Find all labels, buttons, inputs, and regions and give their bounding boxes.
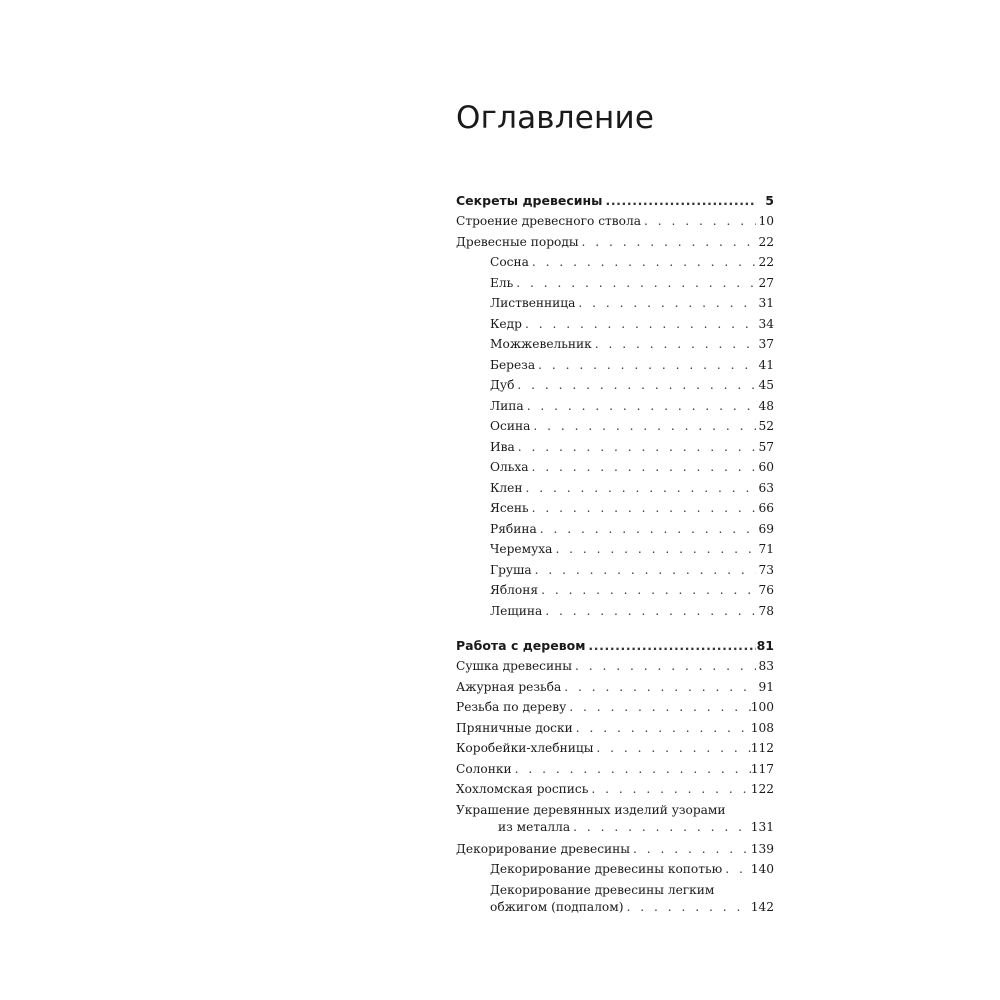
dot-leader (529, 501, 756, 515)
dot-leader (523, 481, 756, 495)
entry-page-number: 27 (758, 275, 774, 290)
entry-label: Сосна (490, 255, 529, 269)
dot-leader (524, 399, 756, 413)
toc-subentry[interactable] (456, 604, 774, 625)
entry-label: Ольха (490, 460, 529, 474)
dot-leader (532, 563, 756, 577)
entry-page-number: 22 (758, 234, 774, 249)
toc-subentry[interactable] (456, 460, 774, 481)
toc-subentry[interactable] (456, 419, 774, 440)
entry-label: Осина (490, 419, 531, 433)
toc-subentry[interactable] (456, 317, 774, 338)
entry-page-number: 66 (758, 501, 774, 515)
dot-leader (573, 721, 751, 735)
dot-leader (630, 842, 751, 856)
entry-page-number: 142 (750, 899, 774, 914)
entry-label: Пряничные доски (456, 720, 573, 735)
entry-label: Можжевельник (490, 337, 592, 351)
entry-label: Солонки (456, 761, 512, 776)
dot-leader (641, 214, 756, 228)
entry-label-continuation: обжигом (подпалом) (490, 899, 624, 914)
entry-label: Груша (490, 562, 532, 577)
entry-page-number: 10 (758, 214, 774, 228)
toc-section-heading[interactable] (456, 193, 774, 214)
entry-label: Яблоня (490, 583, 539, 597)
toc-entry[interactable] (456, 782, 774, 803)
section-title: Работа с деревом (456, 638, 586, 653)
dot-leader (588, 782, 750, 796)
entry-page-number: 71 (758, 542, 774, 556)
entry-label: Ажурная резьба (456, 679, 562, 694)
dot-leader (514, 378, 756, 392)
page-title: Оглавление (456, 100, 655, 136)
toc-subentry[interactable] (456, 358, 774, 379)
toc-entry[interactable] (456, 803, 774, 840)
entry-label: Декорирование древесины копотью (490, 862, 723, 876)
entry-label: Украшение деревянных изделий узорами (456, 802, 726, 817)
dot-leader (515, 440, 756, 454)
entry-page-number: 48 (758, 398, 774, 413)
entry-label: Сушка древесины (456, 659, 572, 673)
entry-page-number: 63 (758, 480, 774, 495)
entry-page-number: 131 (750, 819, 774, 834)
entry-label: Ясень (490, 501, 529, 515)
dot-leader (561, 680, 756, 694)
section-page-number: 5 (765, 193, 774, 208)
entry-label: Лещина (490, 603, 543, 618)
entry-page-number: 37 (758, 337, 774, 351)
toc-subentry[interactable] (456, 337, 774, 358)
dot-leader (538, 583, 756, 597)
toc-subentry[interactable] (456, 276, 774, 297)
toc-entry[interactable] (456, 214, 774, 235)
toc-subentry[interactable] (456, 522, 774, 543)
entry-label: Декорирование древесины (456, 841, 630, 856)
toc-subentry[interactable] (456, 296, 774, 317)
toc-section-heading[interactable] (456, 638, 774, 659)
entry-page-number: 45 (758, 378, 774, 392)
toc-entry[interactable] (456, 700, 774, 721)
entry-label: Резьба по дереву (456, 700, 567, 714)
dot-leader (512, 762, 751, 776)
entry-label: Липа (490, 398, 524, 413)
toc-subentry[interactable] (456, 862, 774, 883)
dot-leader (602, 193, 756, 208)
toc-entry[interactable] (456, 741, 774, 762)
dot-leader (722, 862, 750, 876)
entry-page-number: 57 (758, 439, 774, 454)
entry-page-number: 73 (758, 562, 774, 577)
entry-label: Древесные породы (456, 234, 579, 249)
entry-page-number: 60 (758, 460, 774, 474)
dot-leader (624, 900, 751, 914)
toc-entry[interactable] (456, 762, 774, 783)
dot-leader (585, 638, 756, 653)
dot-leader (529, 460, 756, 474)
entry-label: Лиственница (490, 296, 576, 310)
entry-page-number: 112 (750, 741, 774, 755)
toc-subentry[interactable] (456, 542, 774, 563)
entry-page-number: 22 (758, 255, 774, 269)
section-gap (456, 624, 774, 638)
dot-leader (530, 419, 756, 433)
toc-entry[interactable] (456, 659, 774, 680)
dot-leader (552, 542, 756, 556)
entry-label: Строение древесного ствола (456, 214, 642, 228)
entry-page-number: 31 (758, 296, 774, 310)
entry-page-number: 78 (758, 603, 774, 618)
entry-label: Дуб (490, 378, 515, 392)
toc-subentry[interactable] (456, 501, 774, 522)
dot-leader (537, 522, 756, 536)
dot-leader (566, 700, 750, 714)
entry-page-number: 34 (758, 316, 774, 331)
table-of-contents (456, 193, 774, 922)
toc-subentry[interactable] (456, 583, 774, 604)
dot-leader (535, 358, 756, 372)
entry-label: Декорирование древесины легким (490, 882, 715, 897)
toc-entry[interactable] (456, 842, 774, 863)
toc-subentry[interactable] (456, 440, 774, 461)
toc-entry[interactable] (456, 680, 774, 701)
toc-subentry[interactable] (456, 883, 774, 920)
entry-page-number: 69 (758, 521, 774, 536)
entry-label: Черемуха (490, 542, 553, 556)
entry-page-number: 41 (758, 357, 774, 372)
entry-page-number: 100 (750, 700, 774, 714)
entry-page-number: 76 (758, 583, 774, 597)
entry-label-continuation: из металла (498, 819, 571, 834)
dot-leader (579, 235, 756, 249)
toc-subentry[interactable] (456, 481, 774, 502)
entry-label: Ель (490, 275, 514, 290)
section-title: Секреты древесины (456, 193, 603, 208)
entry-page-number: 122 (750, 782, 774, 796)
dot-leader (572, 659, 756, 673)
entry-label: Рябина (490, 521, 537, 536)
toc-subentry[interactable] (456, 399, 774, 420)
toc-subentry[interactable] (456, 563, 774, 584)
dot-leader (513, 276, 756, 290)
entry-label: Кедр (490, 316, 522, 331)
entry-label: Клен (490, 480, 523, 495)
entry-label: Коробейки-хлебницы (456, 741, 594, 755)
entry-label: Ива (490, 439, 515, 454)
entry-page-number: 108 (750, 720, 774, 735)
entry-label: Хохломская роспись (456, 782, 589, 796)
toc-entry[interactable] (456, 721, 774, 742)
dot-leader (592, 337, 756, 351)
entry-page-number: 117 (750, 761, 774, 776)
dot-leader (593, 741, 750, 755)
toc-entry[interactable] (456, 235, 774, 256)
dot-leader (542, 604, 756, 618)
entry-page-number: 140 (750, 862, 774, 876)
entry-label: Береза (490, 357, 536, 372)
dot-leader (529, 255, 756, 269)
toc-subentry[interactable] (456, 255, 774, 276)
dot-leader (570, 820, 751, 834)
dot-leader (522, 317, 756, 331)
entry-page-number: 139 (750, 841, 774, 856)
entry-page-number: 91 (758, 679, 774, 694)
toc-subentry[interactable] (456, 378, 774, 399)
entry-page-number: 52 (758, 419, 774, 433)
dot-leader (575, 296, 756, 310)
entry-page-number: 83 (758, 659, 774, 673)
section-page-number: 81 (756, 638, 774, 653)
